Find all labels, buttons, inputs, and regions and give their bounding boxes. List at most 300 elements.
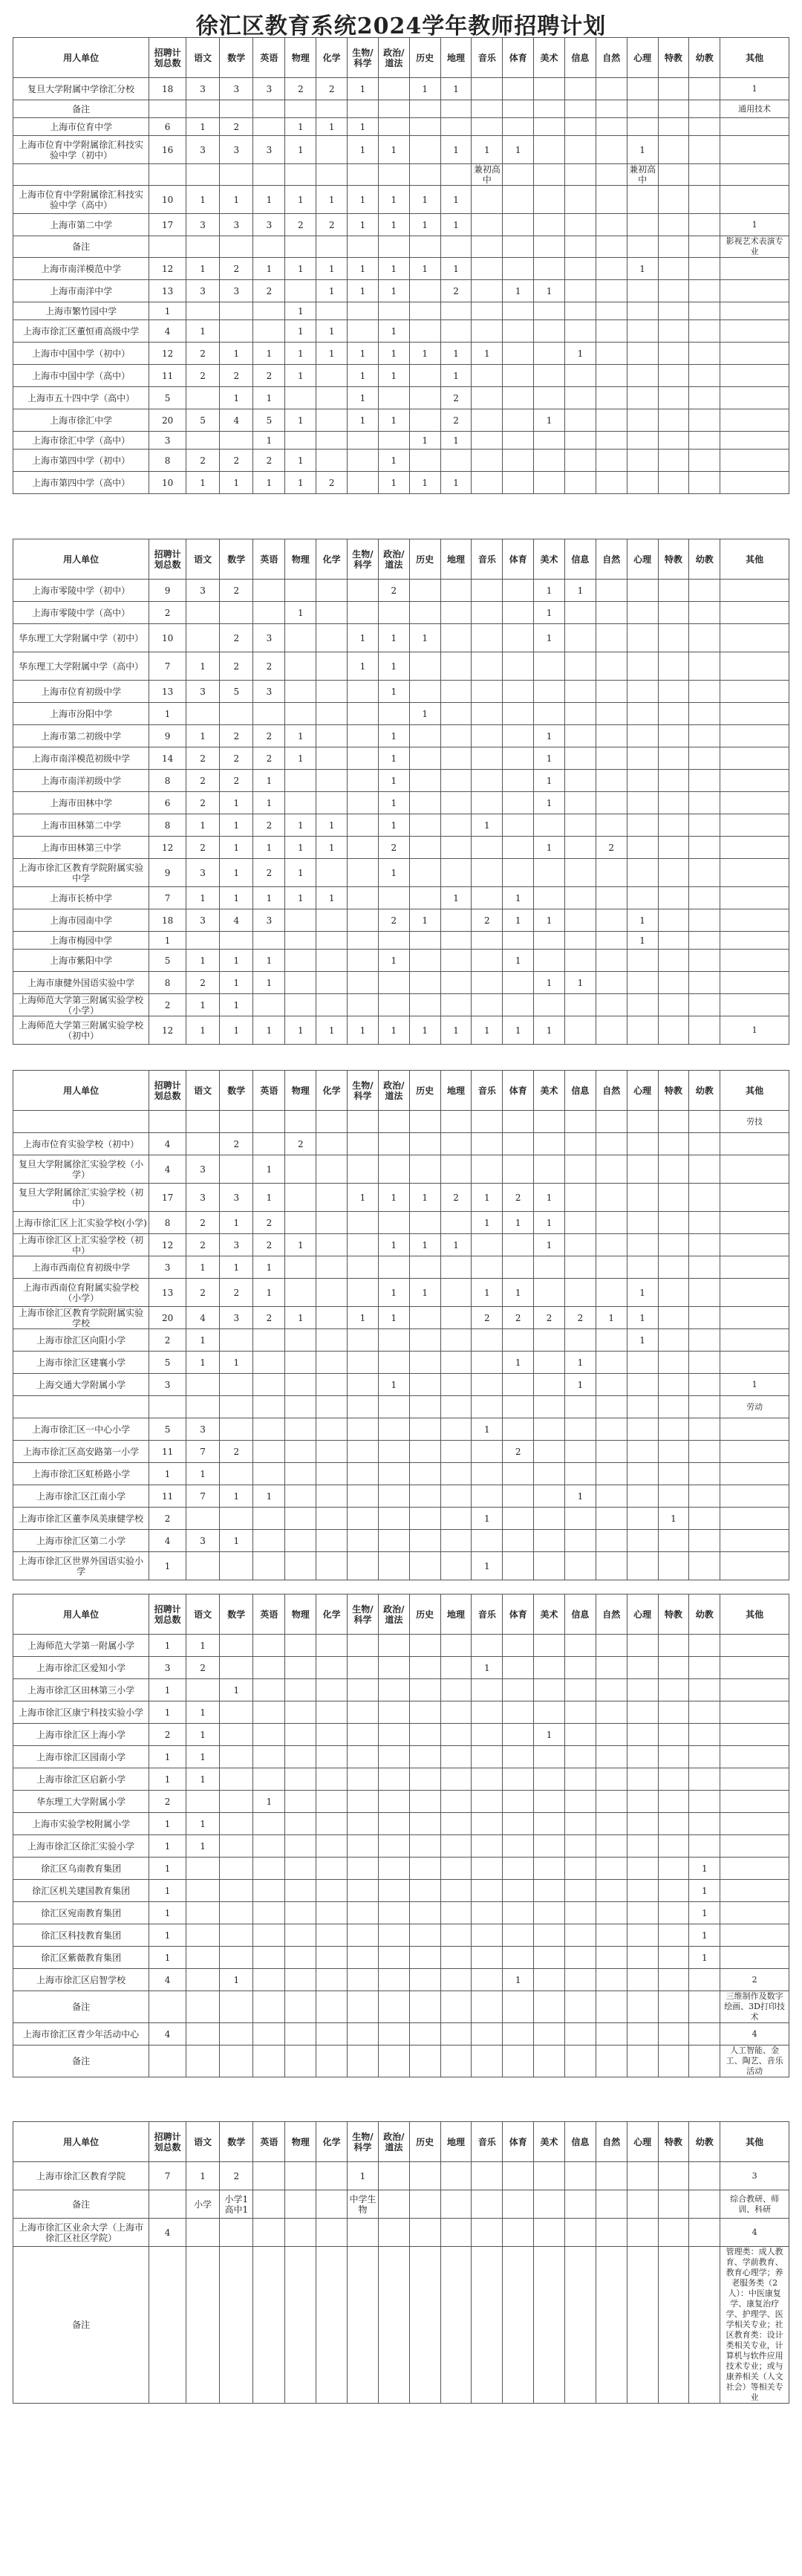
table-row — [13, 887, 789, 909]
subject-cell — [564, 1947, 596, 1969]
other-cell: 1 — [720, 1374, 789, 1396]
subject-cell — [348, 2247, 379, 2404]
subject-cell — [348, 1111, 379, 1133]
subject-cell: 1 — [186, 2162, 219, 2190]
subject-cell — [596, 343, 627, 365]
other-cell: 综合教研、师训、科研 — [720, 2190, 789, 2219]
subject-cell — [627, 472, 658, 494]
subject-cell — [503, 1858, 534, 1880]
subject-cell — [689, 1969, 720, 1991]
subject-cell — [378, 2190, 409, 2219]
subject-cell — [503, 1768, 534, 1791]
subject-cell — [627, 1969, 658, 1991]
subject-cell — [472, 1463, 503, 1485]
subject-cell — [689, 118, 720, 136]
subject-cell: 2 — [440, 409, 472, 432]
subject-cell — [253, 1858, 285, 1880]
column-header: 语文 — [186, 1071, 219, 1111]
subject-cell — [627, 365, 658, 387]
table-row — [13, 624, 789, 652]
subject-cell — [658, 580, 689, 602]
subject-cell — [316, 652, 348, 681]
subject-cell — [440, 1969, 472, 1991]
subject-cell: 2 — [186, 972, 219, 994]
unit-cell: 上海市汾阳中学 — [13, 703, 149, 725]
subject-cell: 1 — [285, 859, 316, 887]
subject-cell — [658, 1858, 689, 1880]
subject-cell: 1 — [627, 932, 658, 950]
subject-cell: 2 — [253, 859, 285, 887]
subject-cell: 1 — [348, 1016, 379, 1045]
subject-cell — [564, 136, 596, 164]
column-header: 特教 — [658, 2122, 689, 2162]
subject-cell — [186, 387, 219, 409]
subject-cell: 1 — [186, 652, 219, 681]
subject-cell — [440, 1396, 472, 1418]
subject-cell — [316, 1858, 348, 1880]
unit-cell: 复旦大学附属徐汇实验学校（小学） — [13, 1155, 149, 1184]
subject-cell — [253, 1835, 285, 1858]
total-cell: 1 — [149, 1768, 186, 1791]
subject-cell — [503, 387, 534, 409]
table-row — [13, 1924, 789, 1947]
subject-cell — [596, 747, 627, 770]
unit-cell: 上海市徐汇区上海小学 — [13, 1724, 149, 1746]
subject-cell: 1 — [378, 365, 409, 387]
column-header: 语文 — [186, 2122, 219, 2162]
subject-cell — [348, 1858, 379, 1880]
subject-cell: 2 — [316, 78, 348, 100]
subject-cell — [378, 2162, 409, 2190]
subject-cell — [627, 1155, 658, 1184]
other-cell — [720, 909, 789, 932]
subject-cell — [503, 2190, 534, 2219]
subject-cell — [440, 580, 472, 602]
subject-cell — [564, 236, 596, 258]
subject-cell — [658, 2190, 689, 2219]
subject-cell — [316, 1111, 348, 1133]
subject-cell — [472, 1485, 503, 1508]
column-header: 政治/道法 — [378, 38, 409, 78]
subject-cell — [472, 365, 503, 387]
subject-cell — [564, 994, 596, 1016]
other-cell: 通用技术 — [720, 100, 789, 118]
subject-cell: 1 — [253, 887, 285, 909]
subject-cell — [503, 1724, 534, 1746]
subject-cell — [596, 909, 627, 932]
subject-cell — [220, 1902, 253, 1924]
subject-cell — [534, 472, 565, 494]
subject-cell — [440, 1463, 472, 1485]
subject-cell: 1 — [627, 258, 658, 280]
subject-cell — [440, 2219, 472, 2247]
unit-cell: 上海市中国中学（高中） — [13, 365, 149, 387]
table-row — [13, 1307, 789, 1329]
subject-cell — [658, 387, 689, 409]
subject-cell — [689, 2162, 720, 2190]
subject-cell — [440, 1485, 472, 1508]
unit-cell: 备注 — [13, 2247, 149, 2404]
subject-cell — [689, 1657, 720, 1679]
subject-cell — [378, 1463, 409, 1485]
subject-cell — [440, 950, 472, 972]
column-header: 数学 — [220, 1594, 253, 1635]
subject-cell: 1 — [627, 136, 658, 164]
subject-cell — [440, 2023, 472, 2045]
unit-cell: 上海市徐汇区向阳小学 — [13, 1329, 149, 1352]
subject-cell: 1 — [186, 1835, 219, 1858]
subject-cell — [596, 1212, 627, 1234]
subject-cell: 1 — [285, 472, 316, 494]
other-cell — [720, 450, 789, 472]
subject-cell: 1 — [186, 1016, 219, 1045]
subject-cell — [253, 1969, 285, 1991]
subject-cell — [285, 624, 316, 652]
unit-cell: 上海市位育中学附属徐汇科技实验中学（高中） — [13, 186, 149, 214]
subject-cell — [689, 236, 720, 258]
table-row — [13, 1701, 789, 1724]
subject-cell — [658, 2219, 689, 2247]
subject-cell — [564, 909, 596, 932]
subject-cell — [534, 136, 565, 164]
subject-cell: 1 — [503, 887, 534, 909]
subject-cell — [534, 2247, 565, 2404]
subject-cell — [689, 1485, 720, 1508]
table-row — [13, 909, 789, 932]
subject-cell: 1 — [285, 837, 316, 859]
other-cell — [720, 994, 789, 1016]
subject-cell — [627, 1508, 658, 1530]
subject-cell — [348, 1279, 379, 1307]
subject-cell — [627, 387, 658, 409]
subject-cell: 1 — [348, 409, 379, 432]
subject-cell — [534, 2162, 565, 2190]
other-cell — [720, 681, 789, 703]
subject-cell — [316, 1352, 348, 1374]
subject-cell — [503, 725, 534, 747]
subject-cell — [253, 118, 285, 136]
subject-cell — [285, 1858, 316, 1880]
subject-cell — [658, 1552, 689, 1580]
subject-cell — [348, 837, 379, 859]
subject-cell — [534, 703, 565, 725]
subject-cell — [348, 1530, 379, 1552]
subject-cell — [285, 1657, 316, 1679]
subject-cell — [472, 1902, 503, 1924]
subject-cell — [534, 1902, 565, 1924]
subject-cell — [534, 1552, 565, 1580]
subject-cell — [285, 2219, 316, 2247]
column-header: 美术 — [534, 1071, 565, 1111]
subject-cell — [564, 1746, 596, 1768]
subject-cell — [378, 2023, 409, 2045]
subject-cell: 2 — [253, 652, 285, 681]
subject-cell — [440, 1307, 472, 1329]
unit-cell: 上海市南洋模范中学 — [13, 258, 149, 280]
subject-cell — [658, 994, 689, 1016]
subject-cell — [285, 164, 316, 186]
column-header: 化学 — [316, 2122, 348, 2162]
subject-cell — [348, 236, 379, 258]
subject-cell — [658, 1991, 689, 2023]
subject-cell — [534, 1858, 565, 1880]
subject-cell — [253, 1635, 285, 1657]
subject-cell — [285, 580, 316, 602]
total-cell: 1 — [149, 1902, 186, 1924]
subject-cell — [186, 932, 219, 950]
other-cell — [720, 118, 789, 136]
subject-cell — [658, 409, 689, 432]
subject-cell — [348, 770, 379, 792]
unit-cell: 上海市南洋中学 — [13, 280, 149, 302]
subject-cell — [186, 1880, 219, 1902]
subject-cell — [220, 302, 253, 320]
unit-cell: 上海市实验学校附属小学 — [13, 1813, 149, 1835]
total-cell: 4 — [149, 1133, 186, 1155]
subject-cell — [440, 1329, 472, 1352]
subject-cell — [658, 681, 689, 703]
subject-cell — [409, 859, 440, 887]
subject-cell — [253, 1679, 285, 1701]
subject-cell — [472, 1924, 503, 1947]
column-header: 生物/科学 — [348, 2122, 379, 2162]
column-header: 特教 — [658, 1071, 689, 1111]
subject-cell — [316, 1212, 348, 1234]
subject-cell — [409, 1212, 440, 1234]
subject-cell — [596, 1374, 627, 1396]
total-cell: 2 — [149, 1791, 186, 1813]
subject-cell — [658, 1902, 689, 1924]
subject-cell — [440, 100, 472, 118]
subject-cell — [348, 814, 379, 837]
subject-cell — [348, 100, 379, 118]
subject-cell — [440, 909, 472, 932]
subject-cell — [316, 1155, 348, 1184]
subject-cell — [689, 320, 720, 343]
subject-cell: 1 — [440, 258, 472, 280]
subject-cell — [627, 950, 658, 972]
subject-cell — [564, 164, 596, 186]
subject-cell: 1 — [534, 972, 565, 994]
subject-cell: 1 — [409, 472, 440, 494]
other-cell — [720, 1858, 789, 1880]
subject-cell — [503, 1111, 534, 1133]
subject-cell — [220, 1374, 253, 1396]
column-header: 物理 — [285, 38, 316, 78]
total-cell: 8 — [149, 814, 186, 837]
subject-cell — [503, 1396, 534, 1418]
table-row — [13, 1016, 789, 1045]
subject-cell — [689, 950, 720, 972]
subject-cell: 1 — [186, 320, 219, 343]
subject-cell — [689, 1374, 720, 1396]
other-cell: 1 — [720, 214, 789, 236]
subject-cell: 2 — [285, 78, 316, 100]
other-cell — [720, 1133, 789, 1155]
subject-cell — [627, 1947, 658, 1969]
other-cell — [720, 580, 789, 602]
table-row — [13, 450, 789, 472]
subject-cell — [348, 1724, 379, 1746]
subject-cell — [409, 118, 440, 136]
subject-cell — [689, 770, 720, 792]
subject-cell — [564, 1155, 596, 1184]
subject-cell — [596, 1746, 627, 1768]
subject-cell — [285, 1902, 316, 1924]
subject-cell: 1 — [348, 387, 379, 409]
subject-cell — [409, 1133, 440, 1155]
table-row — [13, 236, 789, 258]
subject-cell — [409, 1991, 440, 2023]
subject-cell — [596, 2045, 627, 2077]
subject-cell — [627, 972, 658, 994]
subject-cell — [596, 1813, 627, 1835]
subject-cell — [503, 1791, 534, 1813]
subject-cell — [316, 1902, 348, 1924]
subject-cell — [503, 1552, 534, 1580]
subject-cell: 3 — [220, 78, 253, 100]
subject-cell — [534, 2045, 565, 2077]
subject-cell — [409, 1813, 440, 1835]
subject-cell — [564, 302, 596, 320]
subject-cell: 2 — [285, 1133, 316, 1155]
subject-cell — [285, 1508, 316, 1530]
subject-cell — [534, 118, 565, 136]
subject-cell: 1 — [689, 1880, 720, 1902]
subject-cell — [658, 1184, 689, 1212]
column-header: 特教 — [658, 1594, 689, 1635]
subject-cell — [472, 1947, 503, 1969]
table-row — [13, 1746, 789, 1768]
subject-cell — [564, 2023, 596, 2045]
subject-cell — [316, 1485, 348, 1508]
subject-cell — [689, 100, 720, 118]
subject-cell — [503, 703, 534, 725]
subject-cell — [627, 1212, 658, 1234]
subject-cell: 3 — [220, 1307, 253, 1329]
subject-cell: 1 — [503, 1969, 534, 1991]
subject-cell — [253, 1724, 285, 1746]
subject-cell — [596, 236, 627, 258]
subject-cell: 1 — [186, 472, 219, 494]
subject-cell — [378, 1924, 409, 1947]
subject-cell — [409, 1111, 440, 1133]
subject-cell — [627, 409, 658, 432]
subject-cell — [316, 1441, 348, 1463]
subject-cell — [316, 932, 348, 950]
unit-cell: 上海市徐汇区世界外国语实验小学 — [13, 1552, 149, 1580]
subject-cell — [658, 100, 689, 118]
subject-cell: 2 — [220, 450, 253, 472]
table-row — [13, 1635, 789, 1657]
subject-cell — [689, 972, 720, 994]
subject-cell: 2 — [186, 450, 219, 472]
subject-cell: 1 — [186, 950, 219, 972]
subject-cell — [627, 450, 658, 472]
column-header: 信息 — [564, 1594, 596, 1635]
column-header: 信息 — [564, 38, 596, 78]
subject-cell — [564, 387, 596, 409]
subject-cell: 5 — [220, 681, 253, 703]
subject-cell — [409, 932, 440, 950]
other-cell — [720, 1679, 789, 1701]
recruitment-table-4 — [13, 1594, 789, 2077]
other-cell — [720, 1880, 789, 1902]
subject-cell: 1 — [186, 725, 219, 747]
subject-cell — [689, 1329, 720, 1352]
subject-cell — [472, 1256, 503, 1279]
other-cell — [720, 136, 789, 164]
subject-cell — [564, 1724, 596, 1746]
total-cell: 4 — [149, 1530, 186, 1552]
column-header: 政治/道法 — [378, 2122, 409, 2162]
subject-cell — [658, 1111, 689, 1133]
subject-cell — [564, 770, 596, 792]
subject-cell — [564, 1902, 596, 1924]
subject-cell — [253, 1813, 285, 1835]
subject-cell — [658, 1813, 689, 1835]
subject-cell: 3 — [186, 214, 219, 236]
subject-cell — [534, 1701, 565, 1724]
subject-cell — [316, 725, 348, 747]
table-row — [13, 1902, 789, 1924]
subject-cell — [220, 320, 253, 343]
subject-cell: 1 — [348, 214, 379, 236]
subject-cell — [316, 1279, 348, 1307]
subject-cell: 1 — [220, 1530, 253, 1552]
subject-cell: 1 — [627, 909, 658, 932]
unit-cell — [13, 1111, 149, 1133]
total-cell: 13 — [149, 681, 186, 703]
total-cell: 1 — [149, 1679, 186, 1701]
other-cell: 1 — [720, 1016, 789, 1045]
subject-cell — [253, 1374, 285, 1396]
subject-cell — [689, 432, 720, 450]
unit-cell: 上海市康健外国语实验中学 — [13, 972, 149, 994]
subject-cell — [440, 1508, 472, 1530]
subject-cell — [285, 1256, 316, 1279]
other-cell — [720, 164, 789, 186]
subject-cell — [503, 1880, 534, 1902]
subject-cell — [348, 1791, 379, 1813]
subject-cell: 1 — [564, 580, 596, 602]
subject-cell — [534, 1329, 565, 1352]
column-header: 心理 — [627, 539, 658, 580]
subject-cell: 1 — [253, 770, 285, 792]
total-cell: 1 — [149, 1880, 186, 1902]
subject-cell — [378, 2045, 409, 2077]
subject-cell — [409, 1835, 440, 1858]
subject-cell — [658, 1279, 689, 1307]
subject-cell: 2 — [186, 1279, 219, 1307]
subject-cell — [627, 186, 658, 214]
unit-cell: 上海市位育中学附属徐汇科技实验中学（初中） — [13, 136, 149, 164]
subject-cell — [186, 1969, 219, 1991]
subject-cell — [596, 681, 627, 703]
subject-cell — [440, 681, 472, 703]
subject-cell — [689, 703, 720, 725]
subject-cell — [348, 1374, 379, 1396]
subject-cell: 2 — [534, 1307, 565, 1329]
subject-cell — [503, 1657, 534, 1679]
subject-cell — [564, 1701, 596, 1724]
total-cell: 3 — [149, 1657, 186, 1679]
subject-cell — [503, 450, 534, 472]
subject-cell — [534, 1969, 565, 1991]
subject-cell — [409, 1657, 440, 1679]
subject-cell — [253, 1924, 285, 1947]
subject-cell — [627, 792, 658, 814]
